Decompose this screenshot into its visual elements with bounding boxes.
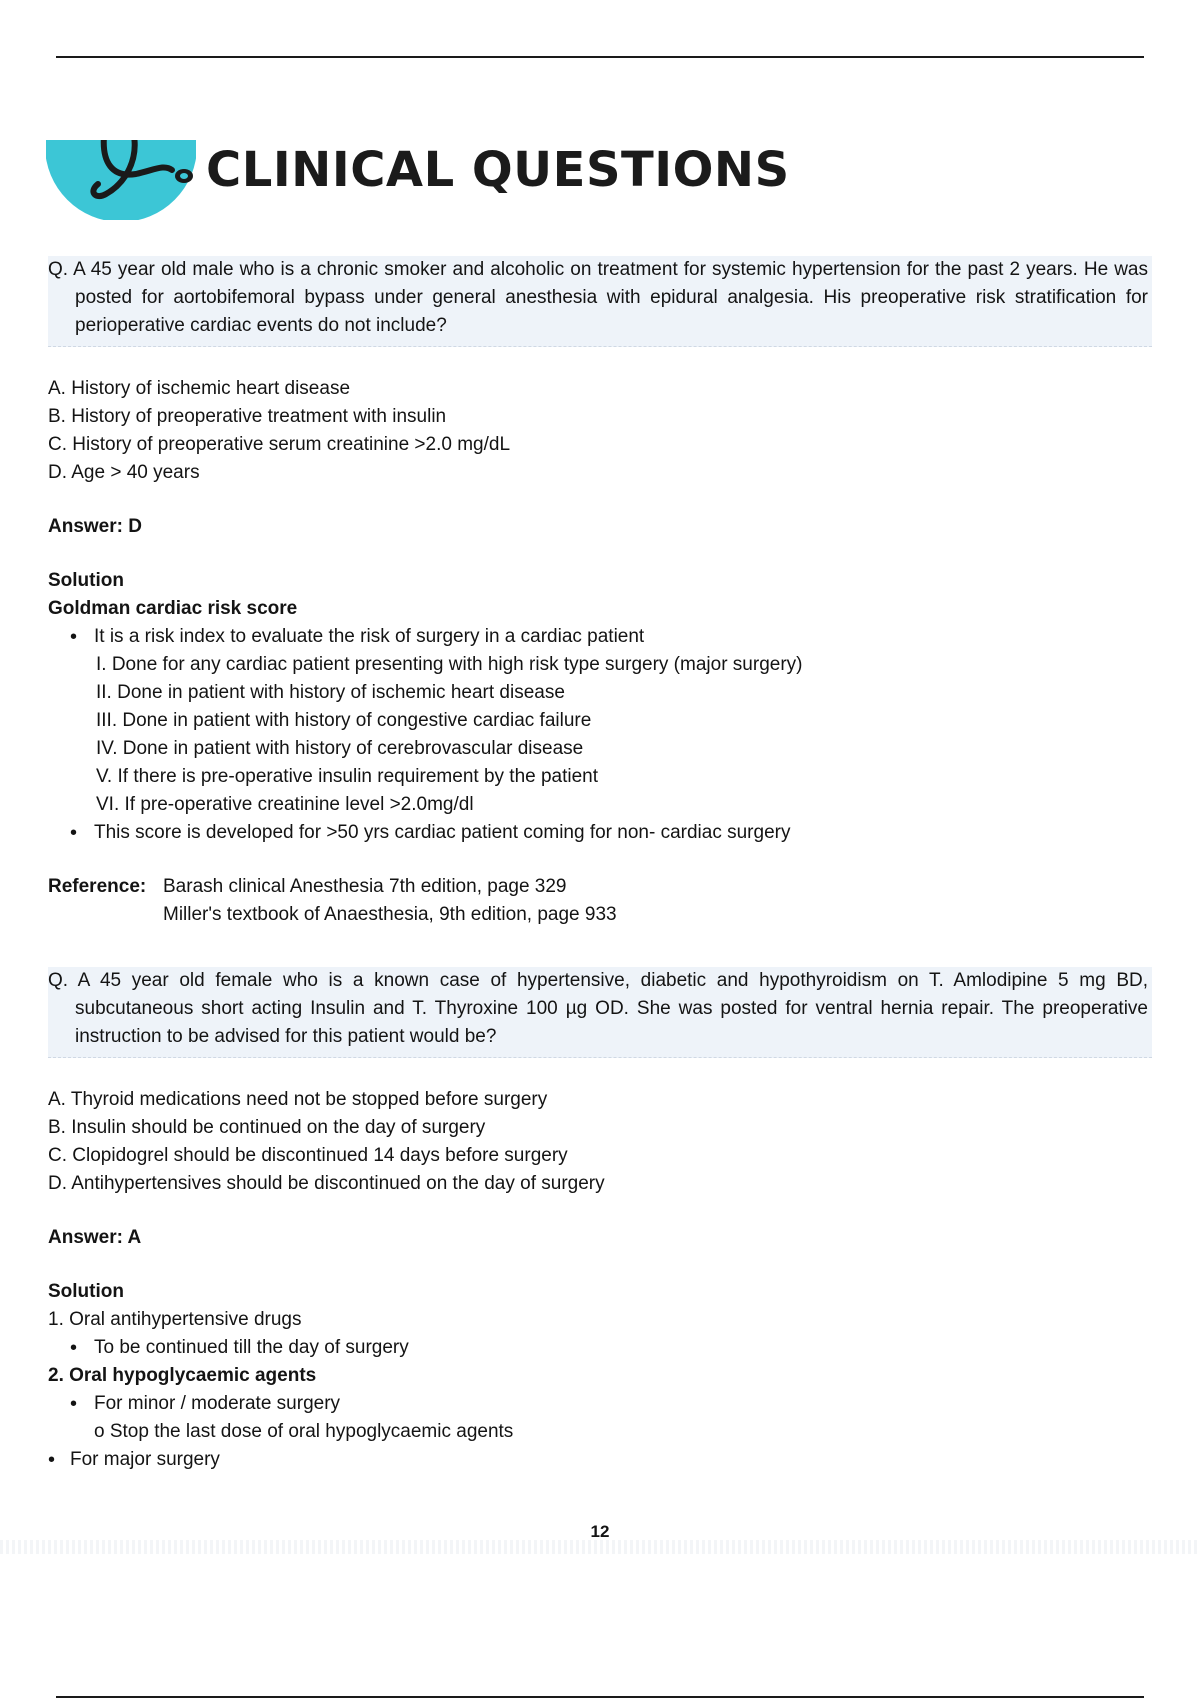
bottom-rule [56,1696,1144,1698]
page-number: 12 [590,1522,610,1541]
option-a: A. History of ischemic heart disease [48,378,351,399]
solution-bullet: • For major surgery [48,1446,1152,1474]
option-b: B. Insulin should be continued on the day of surgery [48,1117,486,1138]
reference-label: Reference: [48,876,147,897]
solution-bullet: • For minor / moderate surgery [48,1390,1152,1418]
solution-heading: Solution [48,570,124,591]
option-c: C. Clopidogrel should be discontinued 14 days before surgery [48,1145,568,1166]
stethoscope-icon [46,140,196,220]
option-d: D. Age > 40 years [48,462,200,483]
top-rule [56,56,1144,58]
question-1-options [48,375,1152,487]
roman-item: III. Done in patient with history of congestive cardiac failure [96,710,592,731]
question-2-text: Q. A 45 year old female who is a known case of hypertensive, diabetic and hypothyroidism on T. Amlodipine 5 mg BD, subcutaneous short acting Insulin and T. Thyroxine 100 µg OD. She was posted for ventral hernia repair. The preoperative instruction to be advised for this patient would be? [48,970,1148,1047]
solution-bullet: • It is a risk index to evaluate the risk of surgery in a cardiac patient [48,623,1152,651]
question-2-options [48,1086,1152,1198]
solution-bullet: • To be continued till the day of surgery [48,1334,1152,1362]
footer-band [0,1540,1200,1554]
roman-item: IV. Done in patient with history of cerebrovascular disease [96,738,584,759]
option-b: B. History of preoperative treatment with insulin [48,406,447,427]
sub-item: o Stop the last dose of oral hypoglycaemic agents [94,1421,514,1442]
reference-item: Barash clinical Anesthesia 7th edition, page 329 [163,876,567,897]
roman-item: VI. If pre-operative creatinine level >2.0mg/dl [96,794,474,815]
reference-item: Miller's textbook of Anaesthesia, 9th edition, page 933 [163,904,617,925]
numbered-item: 2. Oral hypoglycaemic agents [48,1365,317,1386]
roman-item: I. Done for any cardiac patient presenting with high risk type surgery (major surgery) [96,654,803,675]
solution-bullet: • This score is developed for >50 yrs cardiac patient coming for non- cardiac surgery [48,819,1152,847]
content [48,256,1152,1474]
question-2-answer: Answer: A [48,1227,142,1248]
roman-item: V. If there is pre-operative insulin requirement by the patient [96,766,599,787]
question-1-box [48,256,1152,347]
solution-subheading: Goldman cardiac risk score [48,598,298,619]
option-c: C. History of preoperative serum creatinine >2.0 mg/dL [48,434,511,455]
roman-item: II. Done in patient with history of ischemic heart disease [96,682,565,703]
option-a: A. Thyroid medications need not be stopped before surgery [48,1089,548,1110]
question-1-text: Q. A 45 year old male who is a chronic smoker and alcoholic on treatment for systemic hypertension for the past 2 years. He was posted for aortobifemoral bypass under general anesthesia with epidural analgesia. His preoperative risk stratification for perioperative cardiac events do not include? [48,259,1148,336]
option-d: D. Antihypertensives should be discontinued on the day of surgery [48,1173,605,1194]
section-header [46,140,946,220]
question-2-box [48,967,1152,1058]
question-1-answer: Answer: D [48,516,142,537]
numbered-item: 1. Oral antihypertensive drugs [48,1309,302,1330]
page-title: CLINICAL QUESTIONS [206,142,790,198]
reference-block [48,873,1152,929]
solution-heading: Solution [48,1281,124,1302]
